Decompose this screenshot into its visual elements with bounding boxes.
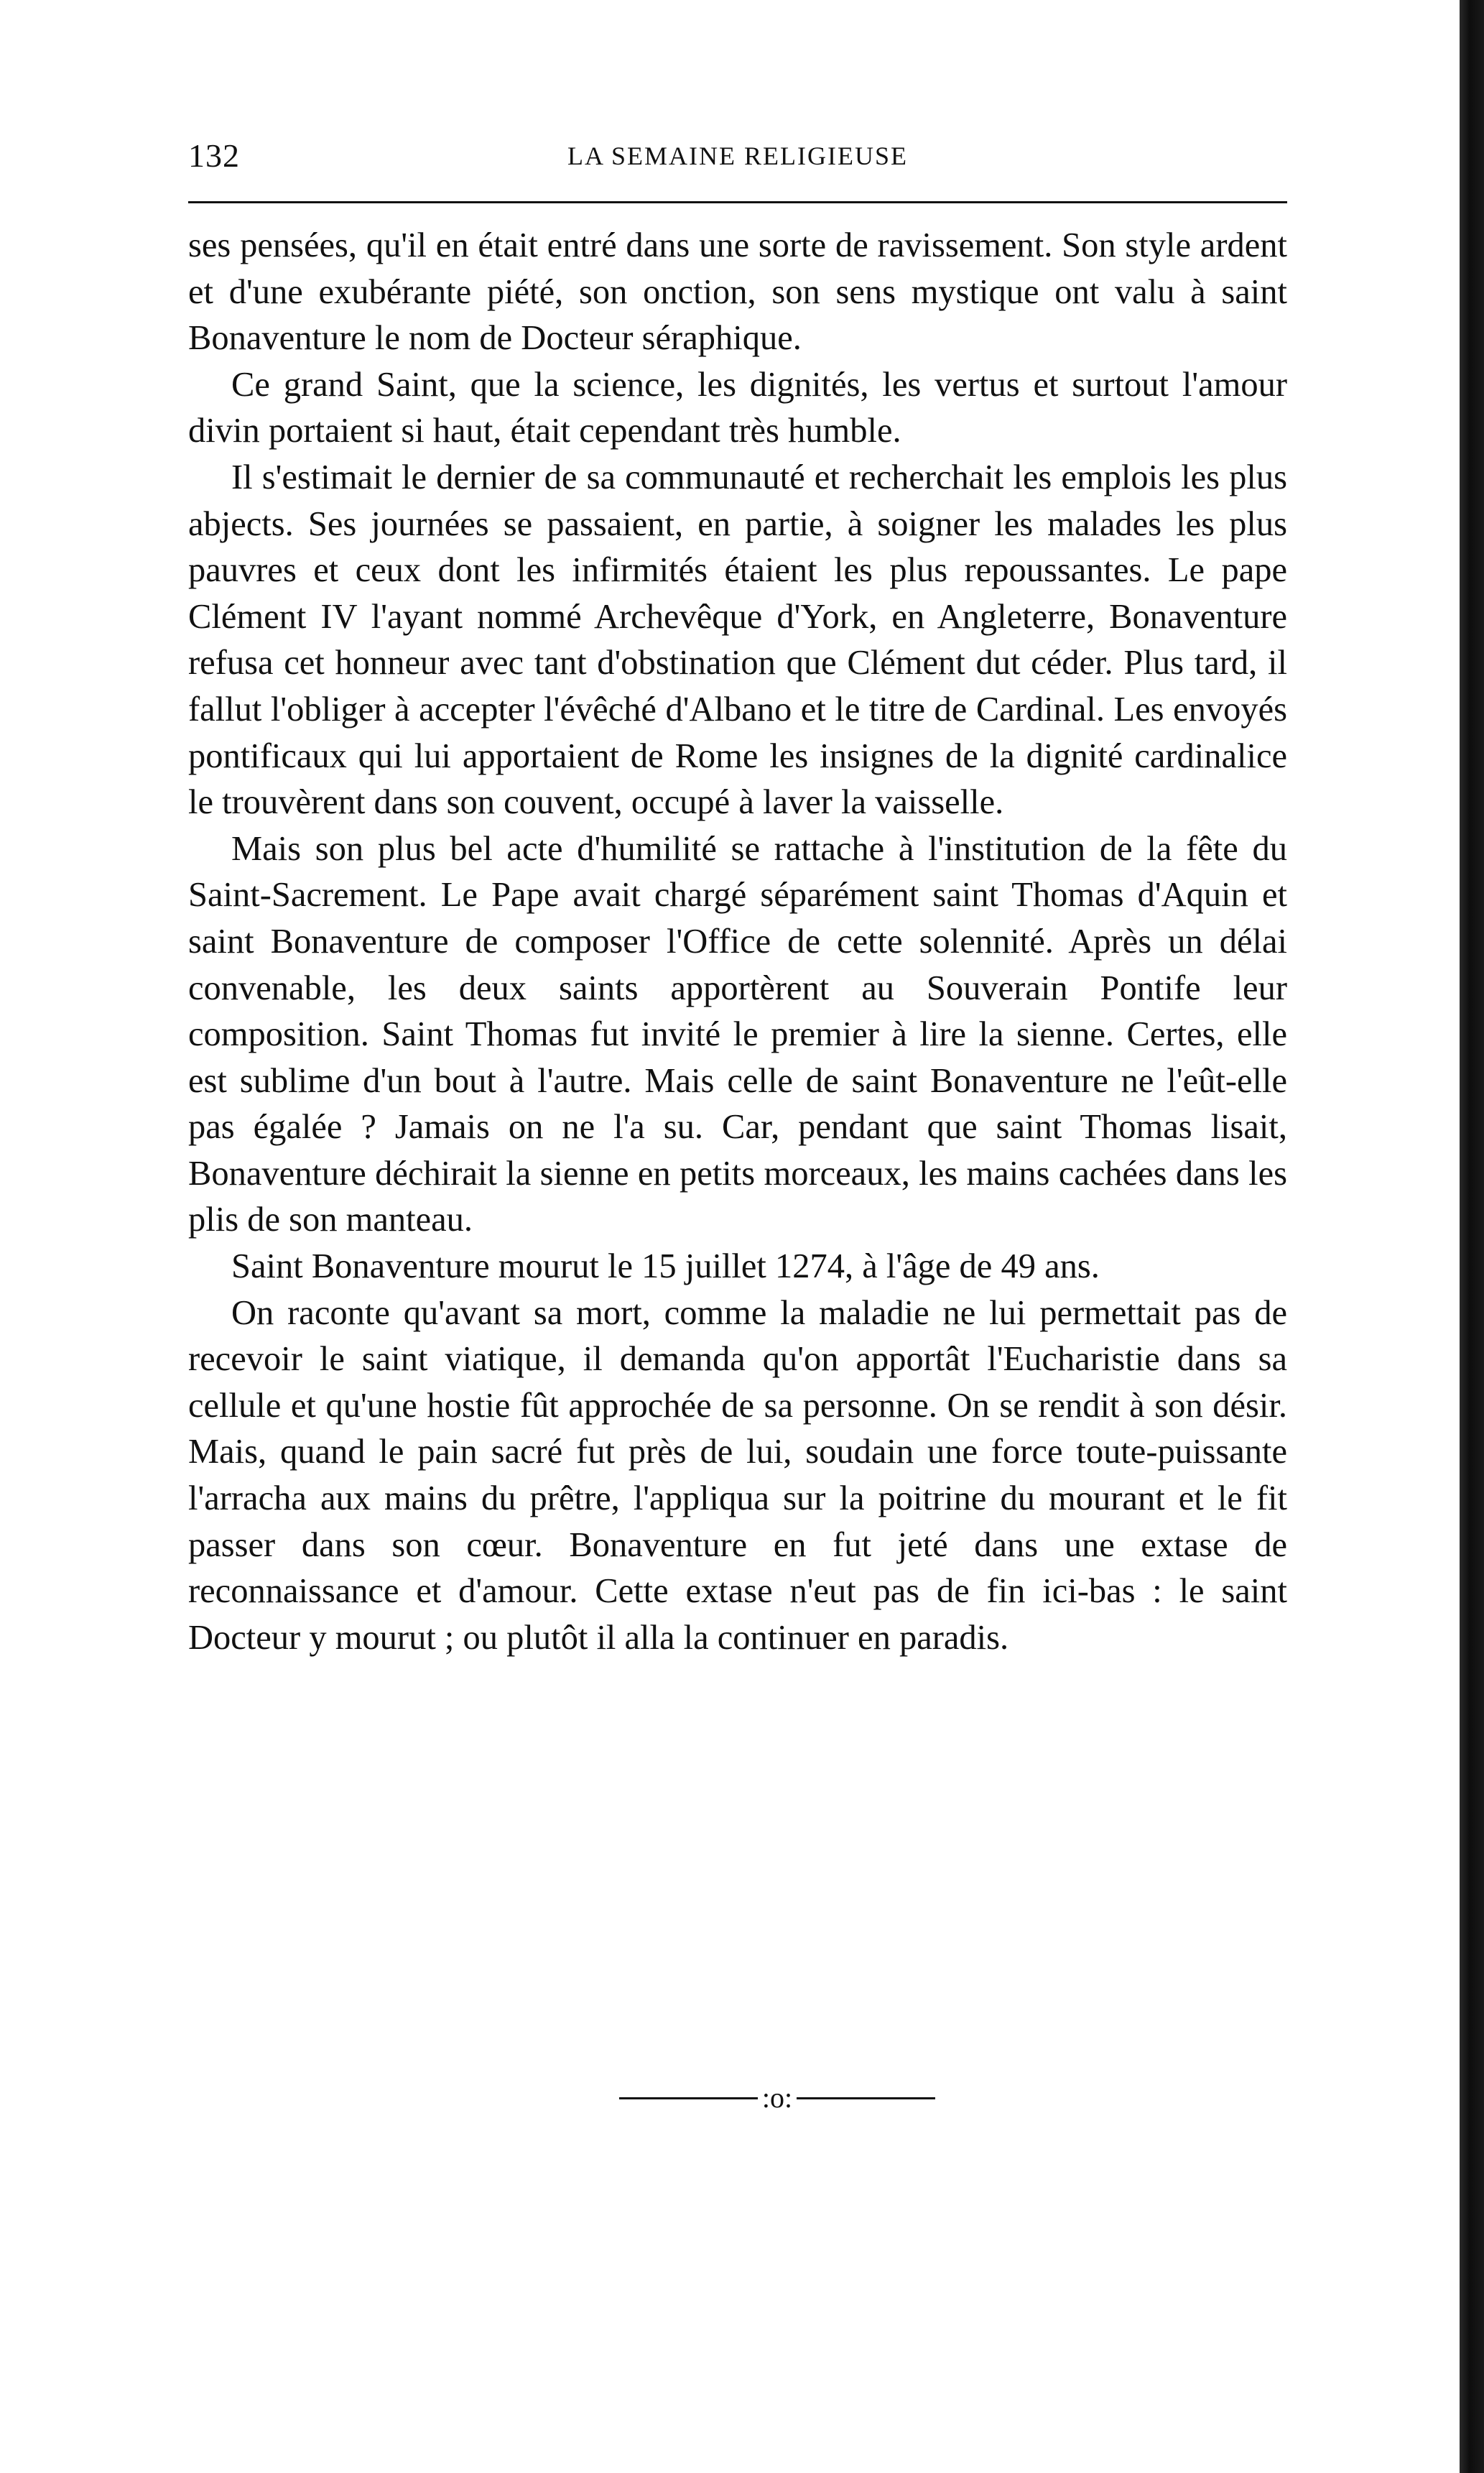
page-header bbox=[188, 137, 1287, 180]
paragraph-4: Mais son plus bel acte d'humilité se rattache à l'institution de la fête du Saint-Sacrement. Le Pape avait chargé séparément saint Thomas d'Aquin et saint Bonaventure de composer l'Office de cette solennité. Après un délai convenable, les deux saints apportèrent au Souverain Pontife leur composition. Saint Thomas fut invité le premier à lire la sienne. Certes, elle est sublime d'un bout à l'autre. Mais celle de saint Bonaventure ne l'eût-elle pas égalée ? Jamais on ne l'a su. Car, pendant que saint Thomas lisait, Bonaventure déchirait la sienne en petits morceaux, les mains cachées dans les plis de son manteau. bbox=[188, 829, 1287, 1239]
page-number: 132 bbox=[188, 137, 240, 174]
paragraph-2: Ce grand Saint, que la science, les dignités, les vertus et surtout l'amour divin portaient si haut, était cependant très humble. bbox=[188, 365, 1287, 450]
ornament-mark: :o: bbox=[761, 2081, 793, 2114]
end-ornament bbox=[619, 2081, 935, 2114]
header-rule bbox=[188, 201, 1287, 203]
body-text bbox=[188, 223, 1287, 1661]
paragraph-1: ses pensées, qu'il en était entré dans une sorte de ravissement. Son style ardent et d'une exubérante piété, son onction, son sens mystique ont valu à saint Bonaventure le nom de Docteur séraphique. bbox=[188, 226, 1287, 358]
running-title: LA SEMAINE RELIGIEUSE bbox=[567, 142, 908, 170]
ornament-left-line bbox=[619, 2097, 758, 2099]
paragraph-5: Saint Bonaventure mourut le 15 juillet 1274, à l'âge de 49 ans. bbox=[231, 1247, 1100, 1286]
page-edge-shadow bbox=[1460, 0, 1484, 2473]
paragraph-3: Il s'estimait le dernier de sa communauté et recherchait les emplois les plus abjects. Ses journées se passaient, en partie, à soigner les malades les plus pauvres et ceux dont les infirmités étaient les plus repoussantes. Le pape Clément IV l'ayant nommé Archevêque d'York, en Angleterre, Bonaventure refusa cet honneur avec tant d'obstination que Clément dut céder. Plus tard, il fallut l'obliger à accepter l'évêché d'Albano et le titre de Cardinal. Les envoyés pontificaux qui lui apportaient de Rome les insignes de la dignité cardinalice le trouvèrent dans son couvent, occupé à laver la vaisselle. bbox=[188, 458, 1287, 822]
ornament-right-line bbox=[797, 2097, 935, 2099]
paragraph-6: On raconte qu'avant sa mort, comme la maladie ne lui permettait pas de recevoir le saint viatique, il demanda qu'on apportât l'Eucharistie dans sa cellule et qu'une hostie fût approchée de sa personne. On se rendit à son désir. Mais, quand le pain sacré fut près de lui, soudain une force toute-puissante l'arracha aux mains du prêtre, l'appliqua sur la poitrine du mourant et le fit passer dans son cœur. Bonaventure en fut jeté dans une extase de reconnaissance et d'amour. Cette extase n'eut pas de fin ici-bas : le saint Docteur y mourut ; ou plutôt il alla la continuer en paradis. bbox=[188, 1293, 1287, 1657]
